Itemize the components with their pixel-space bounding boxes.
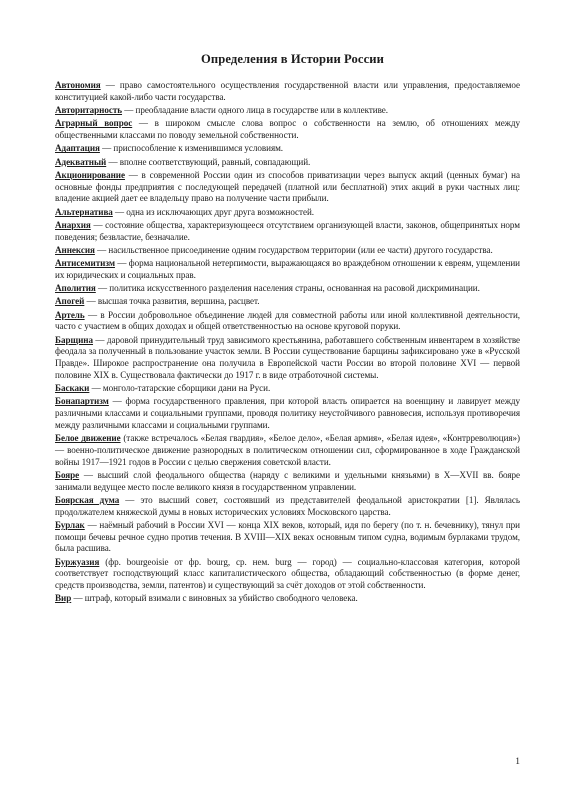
definition-text: — это высший совет, состоявший из представителей феодальной аристократии [1]. Являлась продолжателем княжеской думы в новых исторических условиях Московского царства. [55,494,520,517]
definition-text: — штраф, который взимали с виновных за убийство свободного человека. [71,593,358,604]
definition-entry [55,170,520,205]
definition-entry [55,157,520,169]
definition-entry [55,520,520,555]
page-number: 1 [515,757,520,767]
definition-entry [55,310,520,333]
definition-term: Барщина [55,334,93,345]
definition-term: Бурлак [55,519,85,530]
definition-entry [55,593,520,605]
definition-entry [55,495,520,518]
definition-entry [55,335,520,382]
definition-term: Анархия [55,219,91,230]
definition-entry [55,433,520,468]
definition-text: — в России добровольное объединение людей для совместной работы или иной коллективной деятельности, часто с участием в общих доходах и общей ответственностью на основе круговой поруки. [55,309,520,332]
definition-text: — состояние общества, характеризующееся отсутствием организующей власти, законов, общепринятых норм поведения; безвластие, безначалие. [55,219,520,242]
definition-term: Адаптация [55,143,100,154]
definition-entry [55,283,520,295]
definition-term: Автономия [55,80,101,90]
definition-term: Боярская дума [55,494,120,505]
definition-entry [55,396,520,431]
definition-term: Аннексия [55,244,95,255]
definition-text: — высшая точка развития, вершина, расцвет. [84,296,260,307]
definition-term: Аполития [55,283,96,294]
definition-text: — высший слой феодального общества (наряду с великими и удельными князьями) в X—XVII вв. бояре занимали ведущее место после великого князя в государственном управлении. [55,469,520,492]
definition-entry [55,296,520,308]
definition-text: — насильственное присоединение одним государством территории (или ее части) другого государства. [94,244,493,255]
definition-entry [55,245,520,257]
definition-term: Буржуазия [55,556,100,567]
definition-term: Альтернатива [55,206,113,217]
definition-entry [55,118,520,141]
page-title: Определения в Истории России [200,52,385,66]
definition-entry [55,383,520,395]
definition-term: Белое движение [55,433,121,444]
definition-term: Бонапартизм [55,396,109,407]
definition-term: Адекватный [55,156,107,167]
definition-text: (также встречалось «Белая гвардия», «Белое дело», «Белая армия», «Белая идея», «Контрреволюция») — военно-политическое движение разнородных в политическом отношении сил, сформированное в ходе Гражданской войны 1917—1921 годов в России с целью свержения советской власти. [55,433,520,467]
definitions-list [55,80,520,605]
definition-text: — политика искусственного разделения населения страны, основанная на расовой дискриминации. [95,283,480,294]
definition-text: (фр. bourgeoisie от фр. bourg, ср. нем. burg — город) — социально-классовая категория, которой соответствует господствующий класс капиталистического общества, обладающий собственностью (в форме денег, средств производства, земли, патентов) и существующий за счёт доходов от этой собственности. [55,556,520,590]
definition-term: Аграрный вопрос [55,118,133,129]
definition-text: — в широком смысле слова вопрос о собственности на землю, об отношениях между общественными классами по поводу земельной собственности. [55,118,520,140]
definition-entry [55,105,520,117]
definition-text: — вполне соответствующий, равный, совпадающий. [106,156,311,167]
definition-text: — форма государственного правления, при которой власть опирается на военщину и лавирует между различными классами и социальными группами, проводя политику неустойчивого равновесия, используя противоречия между различными классами и социальными группами. [55,396,520,430]
definition-entry [55,557,520,592]
definition-text: — право самостоятельного осуществления государственной власти или управления, предоставляемое конституцией какой-либо части государства. [55,80,520,102]
definition-text: — монголо-татарские сборщики дани на Руси. [89,383,271,394]
definition-entry [55,220,520,243]
definition-entry [55,258,520,281]
definition-text: — даровой принудительный труд зависимого крестьянина, работавшего собственным инвентарем в хозяйстве феодала за полученный в пользование участок земли. В России существование барщины зафиксировано уже в «Русской Правде». Широкое распространение она получила в Европейской части России во второй половине XVI — первой половине XIX в. Существовала фактически до 1917 г. в виде отработочной системы. [55,334,520,380]
definition-term: Акционирование [55,169,125,180]
definition-entry [55,80,520,103]
definition-term: Артель [55,309,85,320]
definition-entry [55,470,520,493]
definition-text: — наёмный рабочий в России XVI — конца XIX веков, который, идя по берегу (по т. н. бечевнику), тянул при помощи бечевы речное судно против течения. В XVIII—XIX веках основным типом судна, водимым бурлаками трудом, была расшива. [55,519,520,554]
definition-text: — преобладание власти одного лица в государстве или в коллективе. [122,105,388,115]
definition-entry [55,207,520,219]
definition-text: — приспособление к изменившимся условиям. [99,143,284,154]
definition-term: Баскаки [55,383,90,394]
definition-entry [55,143,520,155]
definition-text: — форма национальной нетерпимости, выражающаяся во враждебном отношении к евреям, ущемлении их юридических и социальных прав. [55,258,520,280]
definition-term: Бояре [55,469,80,480]
definition-term: Антисемитизм [55,258,115,269]
definition-term: Апогей [55,296,85,307]
definition-text: — одна из исключающих друг друга возможностей. [112,206,314,217]
definition-term: Вир [55,593,72,604]
definition-text: — в современной России один из способов приватизации через выпуск акций (ценных бумаг) на основные фонды предприятия с последующей передачей (платной или бесплатной) этих акций в руки частных лиц: владение акцией дает ее владельцу право на получение части прибыли. [55,169,520,204]
definition-term: Авторитарность [55,105,123,115]
